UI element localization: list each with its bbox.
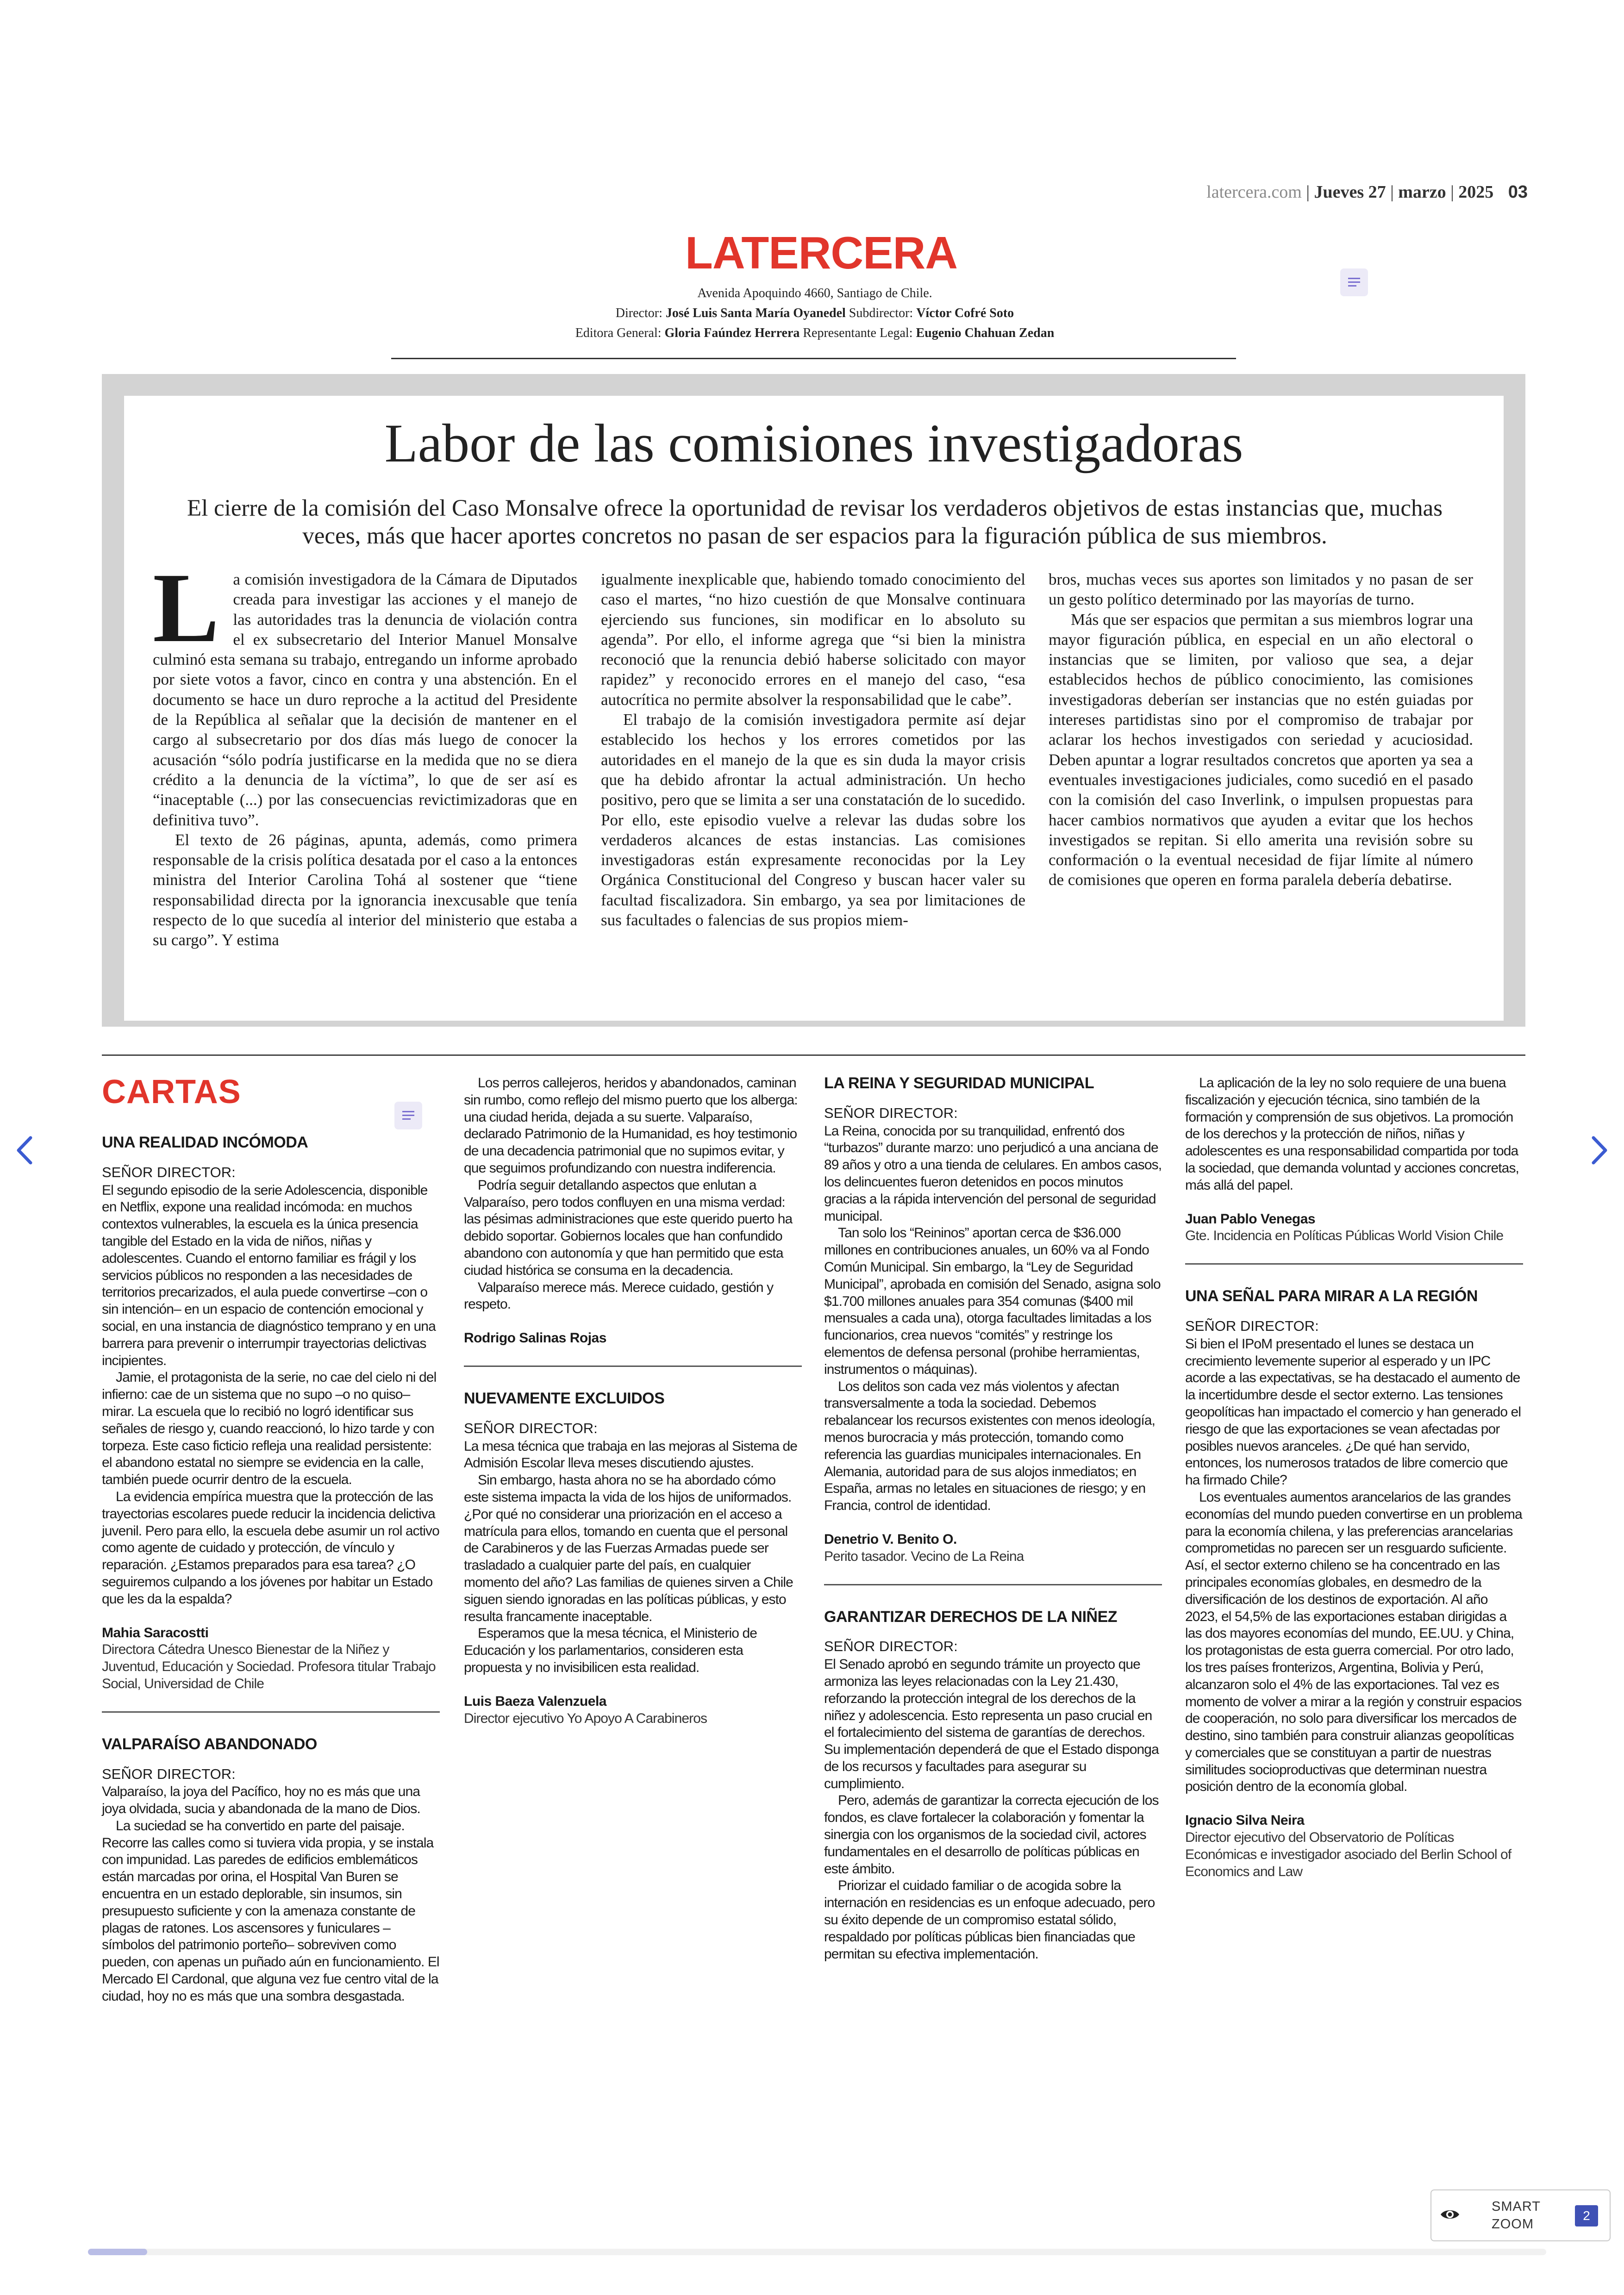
note-icon[interactable] [394, 1102, 422, 1129]
salutation: SEÑOR DIRECTOR: [102, 1164, 236, 1180]
letter-affiliation: Director ejecutivo del Observatorio de Políticas Económicas e investigador asociado del Berlin School of Economics and Law [1185, 1830, 1512, 1879]
letters-column-3: LA REINA Y SEGURIDAD MUNICIPAL SEÑOR DIRECTOR: La Reina, conocida por su tranquilidad, enfrentó dos “turbazos” durante marzo: uno perjudicó a una anciana de 89 años y otro a una tienda de celulares. En ambos casos, los delincuentes fueron detenidos en pocos minutos gracias a la rápida intervención del personal de seguridad municipal. Tan solo los “Reininos” aportan cerca de $36.000 millones en contribuciones anuales, un 60% va al Fondo Común Municipal. Sin embargo, la “Ley de Seguridad Municipal”, aprobada en comisión del Senado, asigna solo $1.700 millones anuales para 354 comunas ($400 mil mensuales a cada una), otorga facultades limitadas a los funcionarios, crea nuevos “comités” y restringe los elementos de defensa personal (prohibe herramientas, instrumentos o máquinas). Los delitos son cada vez más violentos y afectan transversalmente a toda la sociedad. Debemos rebalancear los recursos existentes con menos ideología, menos burocracia y más protección, tomando como referencia las guardias municipales internacionales. En Alemania, autoridad para de sus alojos inmediatos; en España, armas no letales en situaciones de riesgo; y en Francia, control de identidad. Denetrio V. Benito O. Perito tasador. Vecino de La Reina GARANTIZAR DERECHOS DE LA NIÑEZ SEÑOR DIRECTOR: El Senado aprobó en segundo trámite un proyecto que armoniza las leyes relacionadas con la Ley 21.430, reforzando la protección integral de los derechos de la niñez y adolescencia. Esto representa un paso crucial en el fortalecimiento del sistema de garantías de derechos. Su implementación dependerá de que el Estado disponga de los recursos y facultades para asegurar su cumplimiento. Pero, además de garantizar la correcta ejecución de los fondos, es clave fortalecer la colaboración y fomentar la sinergia con los organismos de la sociedad civil, actores fundamentales en el desarrollo de políticas públicas en este ámbito. Priorizar el cuidado familiar o de acogida sobre la internación en residencias es un enfoque adecuado, pero su éxito depende de un compromiso estatal sólido, respaldado por políticas públicas bien financiadas que permitan su efectiva implementación. [824, 1074, 1162, 1962]
note-icon[interactable] [1340, 268, 1368, 296]
letter-title: LA REINA Y SEGURIDAD MUNICIPAL [824, 1074, 1094, 1092]
horizontal-scrollbar[interactable] [88, 2249, 1546, 2255]
salutation: SEÑOR DIRECTOR: [824, 1104, 958, 1121]
scrollbar-thumb[interactable] [88, 2249, 147, 2255]
letter-author: Ignacio Silva Neira [1185, 1813, 1305, 1828]
letter-author: Luis Baeza Valenzuela [464, 1693, 606, 1709]
letters-column-2: Los perros callejeros, heridos y abandonados, caminan sin rumbo, como reflejo del mismo puerto que los alberga: una ciudad herida, dejada a su suerte. Valparaíso, declarado Patrimonio de la Humanidad, es hoy testimonio de una decadencia patrimonial que no supimos evitar, y que seguimos profundizando con nuestra indiferencia. Podría seguir detallando aspectos que enlutan a Valparaíso, pero todos confluyen en una misma verdad: las pésimas administraciones que este querido puerto ha debido soportar. Gobiernos locales que han confundido abandono con autonomía y que han permitido que esta ciudad histórica se consuma en la decadencia. Valparaíso merece más. Merece cuidado, gestión y respeto. Rodrigo Salinas Rojas NUEVAMENTE EXCLUIDOS SEÑOR DIRECTOR: La mesa técnica que trabaja en las mejoras al Sistema de Admisión Escolar lleva meses discutiendo ajustes. Sin embargo, hasta ahora no se ha abordado cómo este sistema impacta la vida de los hijos de uniformados. ¿Por qué no considerar una priorización en el acceso a matrícula para ellos, tomando en cuenta que el personal de Carabineros y de las Fuerzas Armadas puede ser trasladado a cualquier parte del país, en cualquier momento del año? Las familias de quienes sirven a Chile siguen siendo ignoradas en las políticas públicas, y esto resulta francamente inaceptable. Esperamos que la mesa técnica, el Ministerio de Educación y los parlamentarios, consideren esta propuesta y no invisibilicen esta realidad. Luis Baeza Valenzuela Director ejecutivo Yo Apoyo A Carabineros [464, 1075, 802, 1727]
letter-divider [1185, 1263, 1523, 1265]
letter-title: UNA REALIDAD INCÓMODA [102, 1134, 308, 1151]
newspaper-logo: LATERCERA [685, 227, 958, 278]
editorial-title: Labor de las comisiones investigadoras [384, 413, 1243, 474]
salutation: SEÑOR DIRECTOR: [824, 1638, 958, 1655]
masthead-line-1: Director: José Luis Santa María Oyanedel Subdirector: Víctor Cofré Soto [615, 306, 1014, 320]
masthead-line-2: Editora General: Gloria Faúndez Herrera Representante Legal: Eugenio Chahuan Zedan [575, 326, 1055, 340]
letters-column-1: UNA REALIDAD INCÓMODA SEÑOR DIRECTOR: El segundo episodio de la serie Adolescencia, disponible en Netflix, expone una realidad incómoda: en muchos contextos vulnerables, la escuela es la única presencia tangible del Estado en la vida de niños, niñas y adolescentes. Cuando el entorno familiar es frágil y los servicios públicos no responden a las necesidades de territorios precarizados, el aula puede convertirse –con o sin intención– en un espacio de contención emocional y social, en una instancia de diagnóstico temprano y en una barrera para prevenir o interrumpir trayectorias delictivas incipientes. Jamie, el protagonista de la serie, no cae del cielo ni del infierno: cae de un sistema que no supo –o no quiso– mirar. La escuela que lo recibió no logró identificar sus señales de riesgo y, cuando reaccionó, lo hizo tarde y con torpeza. Este caso ficticio refleja una realidad persistente: el abandono estatal no siempre se evidencia en la calle, también puede ocurrir dentro de la escuela. La evidencia empírica muestra que la protección de las trayectorias escolares puede reducir la incidencia delictiva juvenil. Pero para ello, la escuela debe asumir un rol activo como agente de cuidado y protección, de vínculo y reparación. ¿Estamos preparados para esa tarea? ¿O seguiremos culpando a los jóvenes por habitar un Estado que les da la espalda? Mahia Saracostti Directora Cátedra Unesco Bienestar de la Niñez y Juventud, Educación y Sociedad. Profesora titular Trabajo Social, Universidad de Chile VALPARAÍSO ABANDONADO SEÑOR DIRECTOR: Valparaíso, la joya del Pacífico, hoy no es más que una joya olvidada, sucia y abandonada de la mano de Dios. La suciedad se ha convertido en parte del paisaje. Recorre las calles como si tuviera vida propia, y se instala con impunidad. Las paredes de edificios emblemáticos están marcadas por orina, el Hospital Van Buren se encuentra en un estado deplorable, sin insumos, sin presupuesto suficiente y con la amenaza constante de plagas de ratones. Los ascensores y funiculares –símbolos del patrimonio porteño– sobreviven como pueden, con apenas un puñado aún en funcionamiento. El Mercado El Cardonal, que alguna vez fue centro vital de la ciudad, hoy no es más que una sombra desgastada. [102, 1134, 439, 2004]
representante-name: Eugenio Chahuan Zedan [916, 326, 1055, 340]
next-page-button[interactable] [1583, 1125, 1616, 1176]
salutation: SEÑOR DIRECTOR: [1185, 1317, 1319, 1334]
editorial-column-3: bros, muchas veces sus aportes son limitados y no pasan de ser un gesto político determinado por las mayorías de turno. Más que ser espacios que permitan a sus miembros lograr una mayor figuración pública, en especial en un año electoral o instancias que se limiten, por valioso que sea, a dejar establecidos hechos de público conocimiento, las comisiones investigadoras deberían ser instancias que no estén guiadas por intereses partidistas sino por el compromiso de trabajar por aclarar los hechos investigados con seriedad y acuciosidad. Deben apuntar a lograr resultados concretos que aporten ya sea a eventuales investigaciones judiciales, como sucedió en el pasado con la comisión del caso Inverlink, o impulsen propuestas para hacer cambios normativos que ayuden a evitar que los hechos investigados se repitan. Si ello amerita una revisión sobre su conformación o la eventual necesidad de fijar límite al número de comisiones que operen en forma paralela debería debatirse. [1049, 570, 1473, 889]
drop-cap: L [153, 552, 219, 663]
site-url: latercera.com [1206, 182, 1302, 202]
letter-title: VALPARAÍSO ABANDONADO [102, 1735, 317, 1753]
letter-affiliation: Gte. Incidencia en Políticas Públicas World Vision Chile [1185, 1228, 1504, 1244]
salutation: SEÑOR DIRECTOR: [464, 1420, 598, 1436]
letters-column-4: La aplicación de la ley no solo requiere de una buena fiscalización y ejecución técnica, sino también de la formación y comprensión de sus objetivos. La promoción de los derechos y la protección de niños, niñas y adolescentes es una responsabilidad compartida por toda la sociedad, que demanda voluntad y acciones concretas, más allá del papel. Juan Pablo Venegas Gte. Incidencia en Políticas Públicas World Vision Chile UNA SEÑAL PARA MIRAR A LA REGIÓN SEÑOR DIRECTOR: Si bien el IPoM presentado el lunes se destaca un crecimiento levemente superior al esperado y un IPC acorde a las expectativas, se ha destacado el aumento de la incertidumbre desde el sector externo. Las tensiones geopolíticas han impactado el comercio y han generado el riesgo de que las exportaciones se vean afectadas por posibles nuevos aranceles. ¿De qué han servido, entonces, los numerosos tratados de libre comercio que ha firmado Chile? Los eventuales aumentos arancelarios de las grandes economías del mundo pueden convertirse en un problema para la economía chilena, y las preferencias arancelarias comprometidas no parecen ser un resguardo suficiente. Así, el sector externo chileno se ha concentrado en las principales economías globales, en desmedro de la diversificación de los destinos de exportación. Al año 2023, el 54,5% de las exportaciones estaban dirigidas a las dos mayores economías del mundo, EE.UU. y China, los protagonistas de esta guerra comercial. Por otro lado, los tres países fronterizos, Argentina, Bolivia y Perú, alcanzaron solo el 4% de las exportaciones. Tal vez es momento de volver a mirar a la región y construir espacios de cooperación, no solo para diversificar los mercados de destino, sino también para construir alianzas geopolíticas y comerciales que se constituyan a partir de nuestras similitudes socioproductivas que determinan nuestra posición dentro de la economía global. Ignacio Silva Neira Director ejecutivo del Observatorio de Políticas Económicas e investigador asociado del Berlin School of Economics and Law [1185, 1075, 1523, 1880]
dateline: latercera.com | Jueves 27 | marzo | 2025 03 [1206, 182, 1528, 202]
zoom-level-badge: 2 [1575, 2205, 1598, 2226]
letter-divider [102, 1711, 440, 1713]
weekday: Jueves 27 [1314, 182, 1386, 202]
editorial-subtitle: El cierre de la comisión del Caso Monsalve ofrece la oportunidad de revisar los verdaderos objetivos de estas instancias que, muchas veces, más que hacer aportes concretos no pasan de ser espacios para la figuración pública de sus miembros. [187, 495, 1443, 549]
director-name: José Luis Santa María Oyanedel [665, 306, 846, 320]
letter-author: Juan Pablo Venegas [1185, 1211, 1316, 1227]
letter-affiliation: Perito tasador. Vecino de La Reina [824, 1548, 1024, 1564]
previous-page-button[interactable] [8, 1125, 41, 1176]
month: marzo [1398, 182, 1446, 202]
year: 2025 [1458, 182, 1494, 202]
letter-author: Mahia Saracostti [102, 1625, 209, 1640]
letter-divider [824, 1584, 1162, 1585]
letter-author: Rodrigo Salinas Rojas [464, 1330, 606, 1346]
masthead-credits [407, 283, 1222, 343]
masthead-rule [391, 358, 1236, 359]
letter-affiliation: Director ejecutivo Yo Apoyo A Carabineros [464, 1710, 707, 1726]
letter-title: UNA SEÑAL PARA MIRAR A LA REGIÓN [1185, 1287, 1478, 1305]
smart-zoom-label: SMART ZOOM [1492, 2199, 1541, 2232]
letter-divider [464, 1366, 802, 1367]
letter-author: Denetrio V. Benito O. [824, 1531, 957, 1547]
cartas-section-title: CARTAS [102, 1073, 241, 1110]
letter-title: GARANTIZAR DERECHOS DE LA NIÑEZ [824, 1608, 1118, 1626]
chevron-left-icon [8, 1125, 41, 1176]
smart-zoom-button[interactable] [1430, 2189, 1611, 2241]
page-number: 03 [1508, 182, 1528, 202]
editora-name: Gloria Faúndez Herrera [664, 326, 800, 340]
chevron-right-icon [1583, 1125, 1616, 1176]
letter-affiliation: Directora Cátedra Unesco Bienestar de la Niñez y Juventud, Educación y Sociedad. Profesora titular Trabajo Social, Universidad de Chile [102, 1642, 436, 1691]
editorial-column-1: La comisión investigadora de la Cámara de Diputados creada para investigar las acciones y el manejo de las autoridades tras la denuncia de violación contra el ex subsecretario del Interior Manuel Monsalve culminó esta semana su trabajo, entregando un informe aprobado por siete votos a favor, cinco en contra y una abstención. En el documento se hace un duro reproche a la actitud del Presidente de la República al señalar que la decisión de mantener en el cargo al subsecretario por dos días más luego de conocer la acusación “sólo podría justificarse en la medida que no se diera crédito a la denuncia de la víctima”, lo que de ser así es “inaceptable (...) por las consecuencias revictimizadoras que en definitiva tuvo”. El texto de 26 páginas, apunta, además, como primera responsable de la crisis política desatada por el caso a la entonces ministra del Interior Carolina Tohá al sostener que “tiene responsabilidad directa por la ignorancia inexcusable que tenía respecto de lo que sucedía al interior del ministerio que estaba a su cargo”. Y estima [153, 552, 577, 949]
editorial-column-2: igualmente inexplicable que, habiendo tomado conocimiento del caso el martes, “no hizo cuestión de que Monsalve continuara ejerciendo sus funciones, sin modificar en lo absoluto su agenda”. Por ello, el informe agrega que “si bien la ministra reconoció que la renuncia debió haberse solicitado con mayor rapidez” y reconocido errores en el manejo del caso, “esa autocrítica no permite absolver la responsabilidad que le cabe”. El trabajo de la comisión investigadora permite así dejar establecido los hechos y los errores cometidos por las autoridades en el manejo de la que es sin duda la mayor crisis que ha debido afrontar la actual administración. Un hecho positivo, pero que se limita a ser una constatación de lo sucedido. Por ello, este episodio vuelve a relevar las dudas sobre los verdaderos alcances de estas instancias. Las comisiones investigadoras están expresamente reconocidas por la Ley Orgánica Constitucional del Congreso y buscan hacer valer su facultad fiscalizadora. Sin embargo, ya sea por limitaciones de sus facultades o falencias de sus propios miem- [601, 570, 1025, 929]
section-divider [102, 1054, 1525, 1056]
salutation: SEÑOR DIRECTOR: [102, 1765, 236, 1782]
letter-title: NUEVAMENTE EXCLUIDOS [464, 1389, 665, 1407]
subdirector-name: Víctor Cofré Soto [916, 306, 1014, 320]
eye-icon [1440, 2204, 1460, 2225]
address: Avenida Apoquindo 4660, Santiago de Chile. [697, 286, 932, 300]
